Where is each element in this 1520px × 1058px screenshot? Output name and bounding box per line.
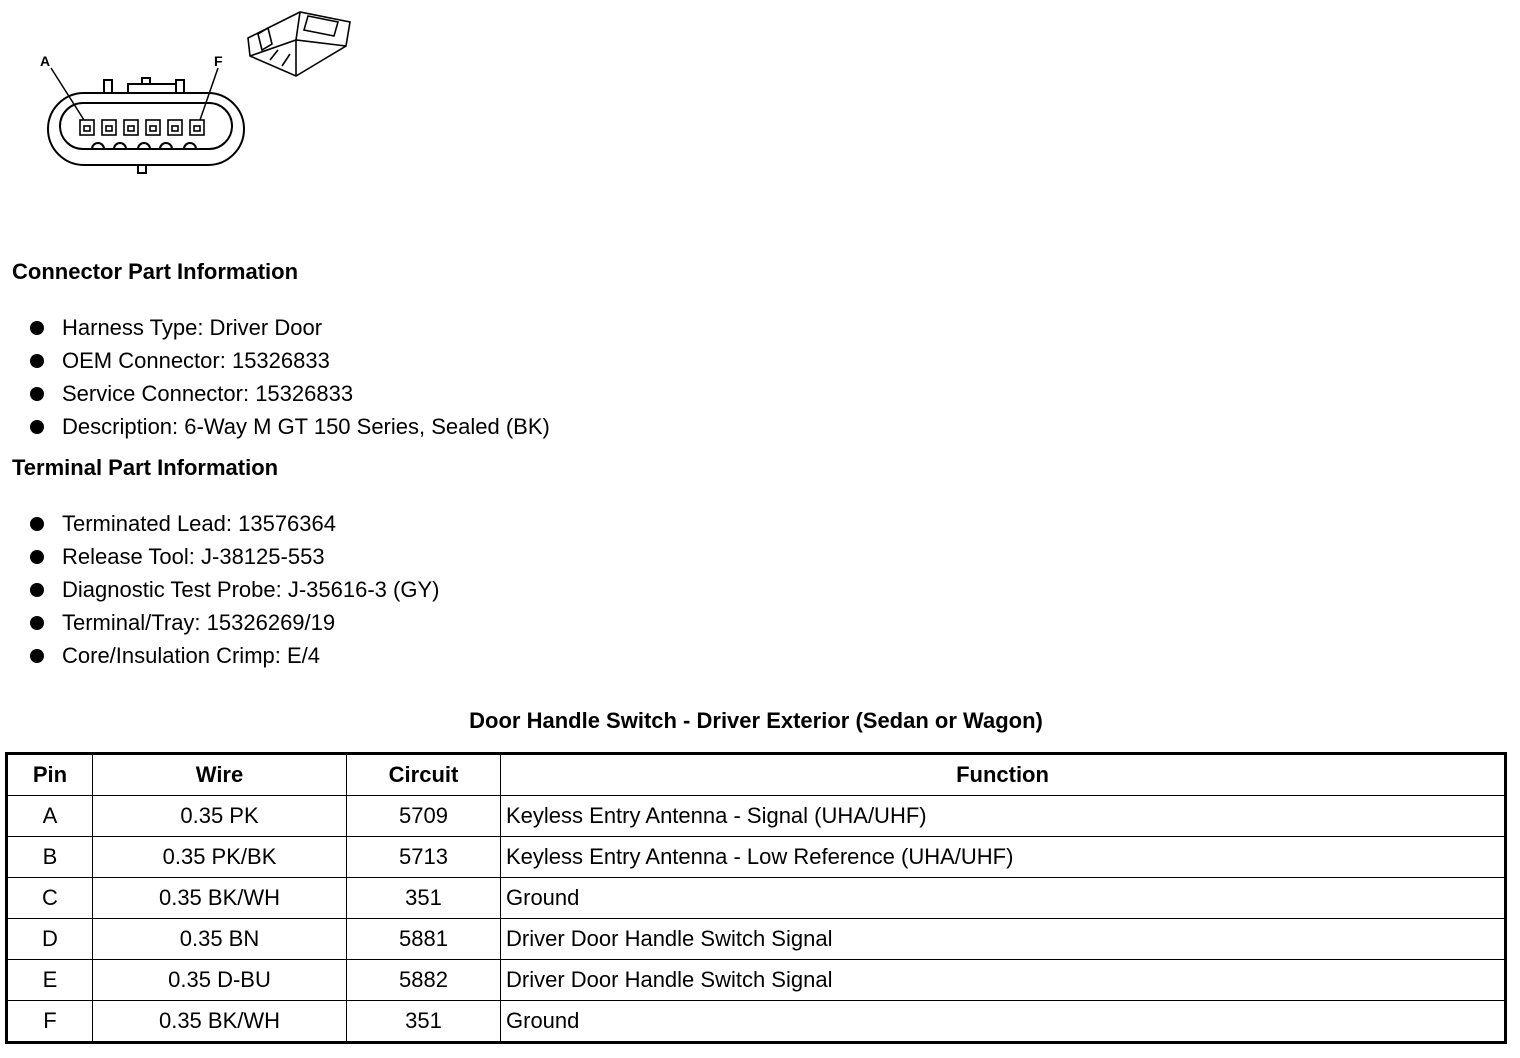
list-item: Release Tool: J-38125-553 xyxy=(28,540,439,573)
circuit-cell: 351 xyxy=(347,878,501,919)
table-row xyxy=(7,878,1506,919)
list-item: Diagnostic Test Probe: J-35616-3 (GY) xyxy=(28,573,439,606)
bullet-icon xyxy=(30,616,44,630)
circuit-cell: 5713 xyxy=(347,837,501,878)
pin-label-a: A xyxy=(40,53,51,69)
terminal-part-info-heading: Terminal Part Information xyxy=(12,455,279,480)
bullet-icon xyxy=(30,420,44,434)
connector-part-info-list xyxy=(28,311,550,443)
pin-cell: F xyxy=(7,1001,93,1043)
circuit-cell: 5709 xyxy=(347,796,501,837)
wire-cell: 0.35 PK/BK xyxy=(93,837,347,878)
bullet-icon xyxy=(30,550,44,564)
list-item: Description: 6-Way M GT 150 Series, Sealed (BK) xyxy=(28,410,550,443)
pin-cell: E xyxy=(7,960,93,1001)
table-row xyxy=(7,1001,1506,1043)
circuit-cell: 5882 xyxy=(347,960,501,1001)
function-cell: Keyless Entry Antenna - Low Reference (UHA/UHF) xyxy=(501,837,1506,878)
bullet-icon xyxy=(30,387,44,401)
circuit-cell: 351 xyxy=(347,1001,501,1043)
wire-cell: 0.35 BK/WH xyxy=(93,1001,347,1043)
table-row xyxy=(7,837,1506,878)
function-cell: Keyless Entry Antenna - Signal (UHA/UHF) xyxy=(501,796,1506,837)
list-item: Terminated Lead: 13576364 xyxy=(28,507,439,540)
table-header-row xyxy=(7,754,1506,796)
pin-cell: B xyxy=(7,837,93,878)
header-wire: Wire xyxy=(93,754,347,796)
function-cell: Driver Door Handle Switch Signal xyxy=(501,960,1506,1001)
function-cell: Ground xyxy=(501,878,1506,919)
header-circuit: Circuit xyxy=(347,754,501,796)
pin-table xyxy=(5,752,1507,1044)
pin-cell: C xyxy=(7,878,93,919)
bullet-icon xyxy=(30,583,44,597)
list-item: Terminal/Tray: 15326269/19 xyxy=(28,606,439,639)
bullet-icon xyxy=(30,354,44,368)
pin-cell: A xyxy=(7,796,93,837)
wire-cell: 0.35 PK xyxy=(93,796,347,837)
circuit-cell: 5881 xyxy=(347,919,501,960)
pin-label-f: F xyxy=(214,53,223,69)
table-row xyxy=(7,796,1506,837)
pin-cell: D xyxy=(7,919,93,960)
bullet-icon xyxy=(30,649,44,663)
header-function: Function xyxy=(501,754,1506,796)
connector-face-diagram xyxy=(0,0,380,180)
function-cell: Driver Door Handle Switch Signal xyxy=(501,919,1506,960)
wire-cell: 0.35 BN xyxy=(93,919,347,960)
wire-cell: 0.35 D-BU xyxy=(93,960,347,1001)
terminal-part-info-list xyxy=(28,507,439,672)
list-item: Harness Type: Driver Door xyxy=(28,311,550,344)
table-row xyxy=(7,919,1506,960)
function-cell: Ground xyxy=(501,1001,1506,1043)
list-item: OEM Connector: 15326833 xyxy=(28,344,550,377)
wire-cell: 0.35 BK/WH xyxy=(93,878,347,919)
list-item: Core/Insulation Crimp: E/4 xyxy=(28,639,439,672)
pin-table-title: Door Handle Switch - Driver Exterior (Sedan or Wagon) xyxy=(469,708,1043,733)
connector-part-info-heading: Connector Part Information xyxy=(12,259,299,284)
list-item: Service Connector: 15326833 xyxy=(28,377,550,410)
connector-isometric-sketch xyxy=(248,12,350,76)
bullet-icon xyxy=(30,321,44,335)
table-row xyxy=(7,960,1506,1001)
bullet-icon xyxy=(30,517,44,531)
header-pin: Pin xyxy=(7,754,93,796)
